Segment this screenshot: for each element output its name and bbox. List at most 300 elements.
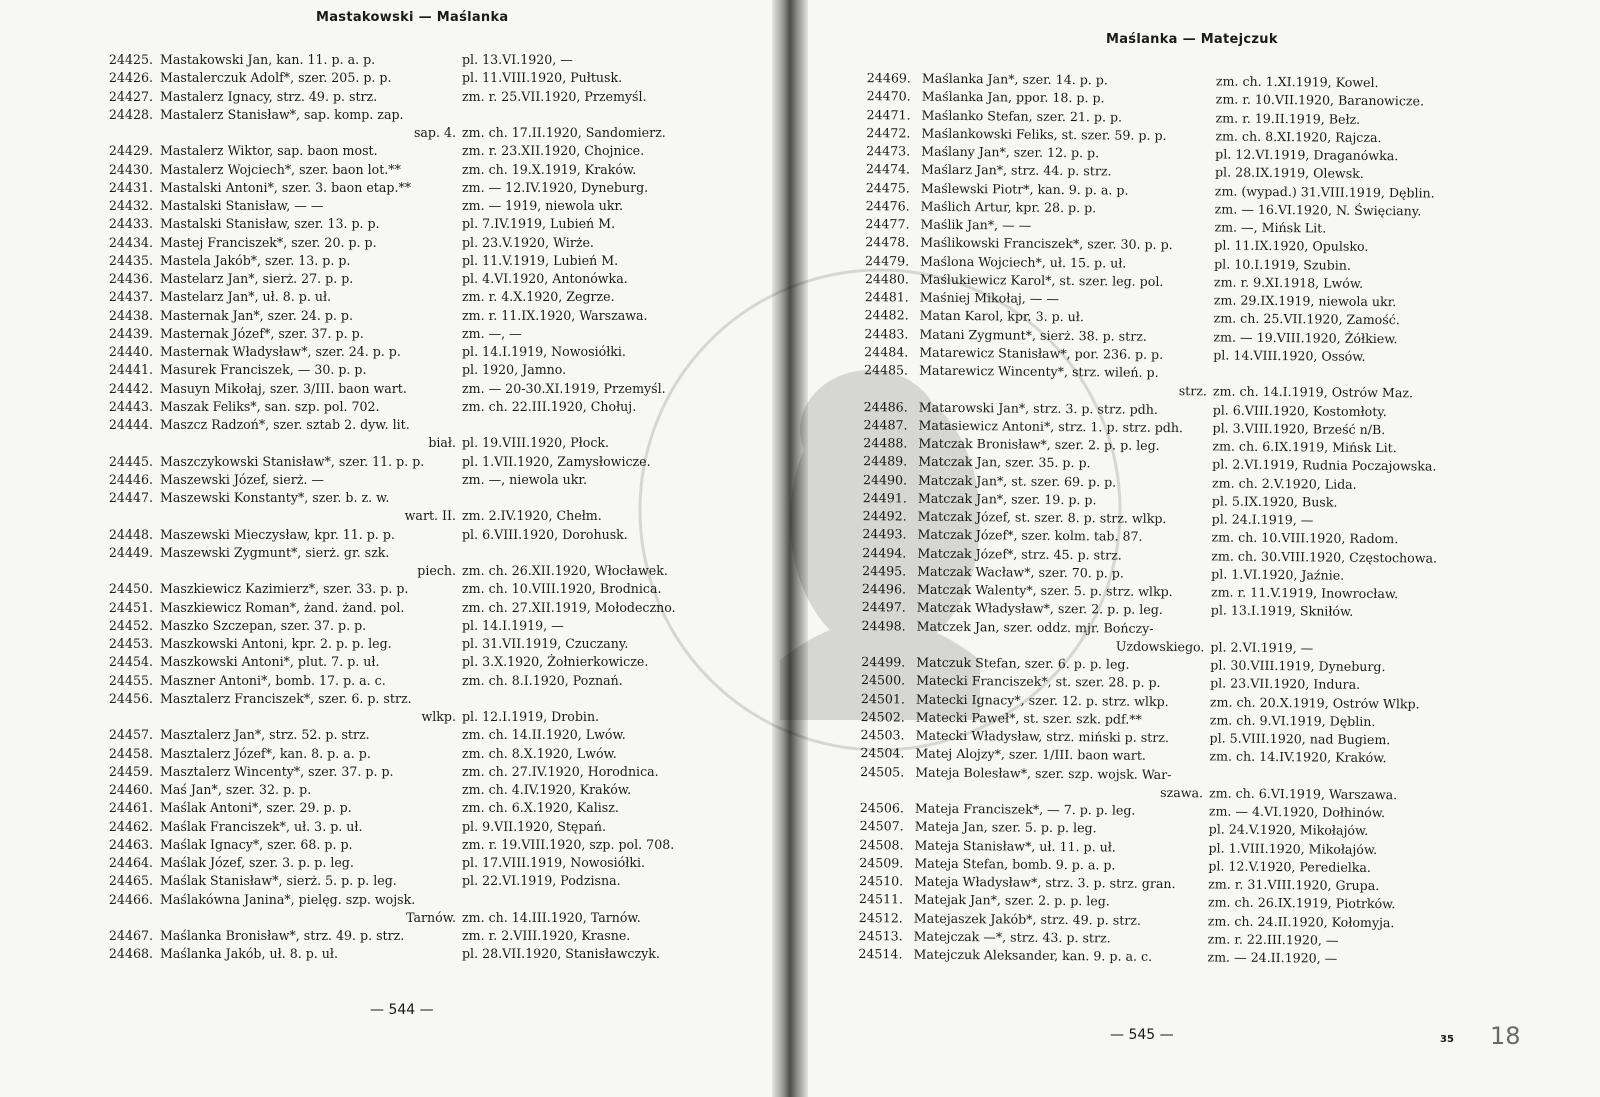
entry-name-unit: Maślona Wojciech*, uł. 15. p. uł. <box>920 253 1127 271</box>
left-entry-list <box>100 51 700 964</box>
entry-name-unit: Matczak Jan, szer. 35. p. p. <box>918 453 1091 471</box>
register-entry-continuation <box>100 562 700 580</box>
entry-name-continuation: piech. <box>417 563 456 578</box>
entry-name-unit: Mastalerz Wojciech*, szer. baon lot.** <box>160 161 401 177</box>
book-gutter <box>772 0 808 1097</box>
entry-fate: zm. ch. 2.V.1920, Lida. <box>1211 474 1357 492</box>
entry-name-unit: Maszkiewicz Roman*, żand. żand. pol. <box>160 599 405 615</box>
entry-number: 24485. <box>863 362 909 378</box>
entry-number: 24433. <box>108 216 153 232</box>
entry-number: 24489. <box>863 453 908 469</box>
entry-name-unit: Masternak Władysław*, szer. 24. p. p. <box>160 344 401 359</box>
register-entry <box>100 945 700 963</box>
entry-fate: zm. ch. 14.III.1920, Tarnów. <box>462 909 641 925</box>
register-entry-continuation <box>100 909 700 927</box>
entry-fate: zm. ch. 8.X.1920, Lwów. <box>462 745 617 761</box>
entry-name-unit: Matasiewicz Antoni*, strz. 1. p. strz. pdh. <box>918 417 1184 435</box>
entry-number: 24439. <box>108 325 153 341</box>
entry-name-unit: Mastalerz Ignacy, strz. 49. p. strz. <box>160 88 378 104</box>
entry-number: 24479. <box>865 252 910 268</box>
entry-fate: zm. r. 4.X.1920, Zegrze. <box>462 289 615 305</box>
handwritten-number: 18 <box>1490 1022 1521 1050</box>
sheet-number: 35 <box>1440 1034 1454 1045</box>
entry-fate: pl. 31.VII.1919, Czuczany. <box>462 636 629 651</box>
entry-number: 24494. <box>862 544 907 560</box>
entry-fate: zm. r. 22.III.1920, — <box>1207 931 1339 948</box>
entry-number: 24486. <box>863 398 908 414</box>
entry-fate: pl. 6.VIII.1920, Dorohusk. <box>462 526 628 542</box>
entry-name-unit: Matczak Walenty*, szer. 5. p. strz. wlkp. <box>916 581 1173 600</box>
entry-number: 24449. <box>108 544 153 560</box>
entry-fate: pl. 4.VI.1920, Antonówka. <box>462 271 628 286</box>
right-page-number: — 545 — <box>1110 1027 1174 1043</box>
entry-fate: pl. 12.I.1919, Drobin. <box>462 709 600 724</box>
entry-name-continuation: Tarnów. <box>406 909 456 925</box>
entry-fate: zm. r. 10.VII.1920, Baranowicze. <box>1215 91 1425 109</box>
entry-number: 24434. <box>108 234 153 250</box>
register-entry <box>100 635 700 653</box>
register-entry <box>100 416 700 434</box>
entry-number: 24437. <box>108 289 153 305</box>
register-entry <box>100 69 700 87</box>
entry-fate: pl. 11.IX.1920, Opulsko. <box>1214 237 1369 255</box>
entry-number: 24501. <box>860 690 906 706</box>
entry-name-unit: Maszewski Zygmunt*, sierż. gr. szk. <box>160 544 390 560</box>
entry-fate: zm. ch. 6.IX.1919, Mińsk Lit. <box>1212 438 1397 456</box>
entry-fate: zm. ch. 14.IV.1920, Kraków. <box>1209 748 1387 766</box>
entry-number: 24457. <box>108 727 153 743</box>
entry-number: 24504. <box>860 745 905 761</box>
entry-number: 24443. <box>108 398 153 414</box>
entry-fate: pl. 7.IV.1919, Lubień M. <box>462 216 616 232</box>
entry-name-unit: Maślukiewicz Karol*, st. szer. leg. pol. <box>919 271 1164 289</box>
entry-name-continuation: szawa. <box>1160 784 1204 801</box>
entry-name-unit: Maślik Jan*, — — <box>920 216 1032 233</box>
entry-fate: zm. ch. 6.VI.1919, Warszawa. <box>1208 785 1398 802</box>
entry-name-unit: Matecki Władysław, strz. miński p. strz. <box>915 727 1170 746</box>
entry-name-unit: Matczak Bronisław*, szer. 2. p. p. leg. <box>918 435 1160 453</box>
entry-fate: zm. ch. 22.III.1920, Chołuj. <box>462 398 637 414</box>
entry-fate: pl. 30.VIII.1919, Dyneburg. <box>1210 657 1386 675</box>
left-running-head: Mastakowski — Maślanka <box>316 10 509 25</box>
register-entry <box>100 380 700 398</box>
entry-fate: zm. — 24.II.1920, — <box>1207 949 1338 966</box>
entry-name-unit: Mastela Jakób*, szer. 13. p. p. <box>160 252 351 268</box>
entry-number: 24453. <box>108 636 153 651</box>
entry-number: 24447. <box>108 490 153 505</box>
entry-name-unit: Matczak Józef*, szer. kolm. tab. 87. <box>917 526 1143 545</box>
entry-name-unit: Maszko Szczepan, szer. 37. p. p. <box>160 617 367 633</box>
entry-number: 24425. <box>108 52 153 67</box>
entry-fate: zm. ch. 4.IV.1920, Kraków. <box>462 782 632 797</box>
entry-number: 24450. <box>108 581 153 597</box>
entry-number: 24496. <box>861 581 907 597</box>
register-entry <box>100 161 700 179</box>
entry-name-unit: Matczak Władysław*, szer. 2. p. p. leg. <box>916 599 1163 618</box>
entry-number: 24442. <box>108 380 153 396</box>
entry-number: 24478. <box>865 234 910 250</box>
entry-number: 24493. <box>862 526 907 542</box>
entry-number: 24438. <box>108 307 153 323</box>
entry-fate: zm. ch. 27.IV.1920, Horodnica. <box>462 763 659 779</box>
entry-fate: zm. — 16.VI.1920, N. Święciany. <box>1214 201 1422 219</box>
right-page <box>800 0 1600 1097</box>
entry-fate: zm. ch. 25.VII.1920, Zamość. <box>1213 310 1400 328</box>
register-entry <box>100 471 700 489</box>
register-entry <box>100 361 700 379</box>
register-entry <box>100 836 700 854</box>
entry-number: 24495. <box>862 562 907 579</box>
entry-fate: zm. ch. 6.X.1920, Kalisz. <box>462 800 619 816</box>
register-entry-continuation <box>100 708 700 726</box>
register-entry <box>100 489 700 507</box>
entry-number: 24482. <box>864 307 909 323</box>
entry-fate: zm. ch. 10.VIII.1920, Brodnica. <box>462 581 662 597</box>
entry-name-unit: Mateja Jan, szer. 5. p. p. leg. <box>914 818 1097 836</box>
entry-number: 24445. <box>108 453 153 469</box>
entry-fate: zm. ch. 10.VIII.1920, Radom. <box>1211 529 1399 547</box>
register-entry <box>100 398 700 416</box>
entry-name-unit: Matczuk Stefan, szer. 6. p. p. leg. <box>916 654 1130 672</box>
entry-number: 24469. <box>866 70 911 86</box>
register-entry <box>100 252 700 270</box>
entry-name-unit: Maszewski Konstanty*, szer. b. z. w. <box>160 490 390 505</box>
register-entry <box>100 690 700 708</box>
entry-number: 24460. <box>108 782 153 797</box>
entry-fate: pl. 1.VI.1920, Jaźnie. <box>1211 566 1345 583</box>
entry-fate: pl. 23.V.1920, Wirże. <box>462 234 594 250</box>
entry-name-continuation: strz. <box>1178 383 1207 399</box>
entry-number: 24440. <box>108 344 153 359</box>
entry-fate: zm. — 4.VI.1920, Dołhinów. <box>1208 803 1386 821</box>
entry-number: 24465. <box>108 873 153 889</box>
entry-fate: zm. —, — <box>462 325 522 341</box>
entry-number: 24466. <box>108 891 153 907</box>
entry-name-unit: Matecki Paweł*, st. szer. szk. pdf.** <box>915 709 1142 727</box>
entry-number: 24509. <box>859 854 904 871</box>
entry-number: 24512. <box>858 909 903 925</box>
entry-name-unit: Maszkowski Antoni, kpr. 2. p. p. leg. <box>160 636 392 651</box>
register-entry <box>100 763 700 781</box>
entry-number: 24474. <box>865 161 911 177</box>
entry-fate: zm. ch. 20.X.1919, Ostrów Wlkp. <box>1209 693 1420 711</box>
entry-fate: pl. 12.V.1920, Peredielka. <box>1208 858 1372 875</box>
entry-fate: zm. — 12.IV.1920, Dyneburg. <box>462 179 649 195</box>
entry-number: 24499. <box>861 654 906 670</box>
register-entry-continuation <box>100 124 700 142</box>
entry-name-unit: Masternak Józef*, szer. 37. p. p. <box>160 325 364 341</box>
entry-name-unit: Mastej Franciszek*, szer. 20. p. p. <box>160 234 377 250</box>
entry-number: 24441. <box>108 362 153 378</box>
entry-number: 24497. <box>861 599 906 615</box>
entry-fate: pl. 14.VIII.1920, Ossów. <box>1213 347 1366 364</box>
entry-name-unit: Masztalerz Wincenty*, szer. 37. p. p. <box>160 763 394 779</box>
entry-fate: zm. ch. 8.I.1920, Poznań. <box>462 672 623 688</box>
entry-name-unit: Mateja Franciszek*, — 7. p. p. leg. <box>914 800 1136 818</box>
entry-fate: zm. ch. 19.X.1919, Kraków. <box>462 161 637 177</box>
register-entry <box>100 726 700 744</box>
entry-number: 24502. <box>860 708 905 725</box>
register-entry <box>100 872 700 890</box>
entry-number: 24506. <box>859 800 904 816</box>
entry-fate: pl. 3.VIII.1920, Brześć n/B. <box>1212 420 1386 437</box>
register-entry <box>100 745 700 763</box>
entry-number: 24468. <box>108 946 153 962</box>
entry-number: 24462. <box>108 818 153 834</box>
entry-fate: zm. ch. 30.VIII.1920, Częstochowa. <box>1211 547 1438 566</box>
register-entry <box>100 927 700 945</box>
entry-number: 24471. <box>866 106 911 123</box>
entry-fate: zm. r. 19.VIII.1920, szp. pol. 708. <box>462 836 675 852</box>
entry-name-unit: Masztalerz Józef*, kan. 8. p. a. p. <box>160 745 371 761</box>
entry-number: 24475. <box>865 179 910 196</box>
entry-number: 24481. <box>864 289 909 305</box>
entry-number: 24510. <box>859 873 904 889</box>
entry-number: 24503. <box>860 727 905 743</box>
entry-fate: zm. r. 19.II.1919, Bełz. <box>1215 109 1361 127</box>
entry-fate: pl. 24.V.1920, Mikołajów. <box>1208 821 1369 839</box>
entry-fate: pl. 1920, Jamno. <box>462 362 567 378</box>
entry-name-unit: Maślanka Bronisław*, strz. 49. p. strz. <box>160 928 405 943</box>
entry-number: 24508. <box>859 836 904 852</box>
entry-number: 24459. <box>108 763 153 779</box>
entry-name-unit: Mastelarz Jan*, uł. 8. p. uł. <box>160 289 332 305</box>
entry-fate: zm. ch. 24.II.1920, Kołomyja. <box>1207 912 1395 930</box>
entry-name-unit: Maślak Józef, szer. 3. p. p. leg. <box>160 855 354 870</box>
register-entry <box>100 51 700 69</box>
entry-name-unit: Maślanko Stefan, szer. 21. p. p. <box>921 107 1123 125</box>
entry-name-unit: Maślakówna Janina*, pielęg. szp. wojsk. <box>160 891 416 907</box>
entry-fate: zm. r. 11.IX.1920, Warszawa. <box>462 307 648 323</box>
entry-name-unit: Maślankowski Feliks, st. szer. 59. p. p. <box>921 125 1167 143</box>
register-entry <box>100 854 700 872</box>
entry-name-unit: Matczak Józef, st. szer. 8. p. strz. wlkp. <box>917 508 1167 526</box>
entry-name-unit: Mastalerz Wiktor, sap. baon most. <box>160 143 378 159</box>
entry-number: 24429. <box>108 143 153 159</box>
entry-number: 24427. <box>108 88 153 104</box>
entry-number: 24476. <box>865 197 910 214</box>
entry-name-unit: Maszewski Mieczysław, kpr. 11. p. p. <box>160 526 395 542</box>
entry-fate: pl. 14.I.1919, Nowosiółki. <box>462 344 626 359</box>
entry-name-continuation: wlkp. <box>421 709 456 724</box>
register-entry <box>100 325 700 343</box>
entry-number: 24514. <box>858 946 903 962</box>
entry-name-unit: Matecki Ignacy*, szer. 12. p. strz. wlkp. <box>915 691 1169 709</box>
entry-number: 24436. <box>108 271 153 286</box>
entry-number: 24472. <box>866 124 911 141</box>
entry-name-unit: Masurek Franciszek, — 30. p. p. <box>160 362 367 378</box>
entry-fate: zm. ch. 27.XII.1919, Mołodeczno. <box>462 599 676 615</box>
entry-name-unit: Matejczuk Aleksander, kan. 9. p. a. c. <box>913 946 1153 964</box>
register-entry <box>100 215 700 233</box>
entry-name-unit: Maśniej Mikołaj, — — <box>919 289 1060 306</box>
entry-name-unit: Maślewski Piotr*, kan. 9. p. a. p. <box>920 180 1129 198</box>
register-entry <box>100 106 700 124</box>
entry-name-unit: Matczak Jan*, st. szer. 69. p. p. <box>917 472 1117 489</box>
left-page-number: — 544 — <box>370 1002 434 1018</box>
entry-number: 24446. <box>108 471 153 487</box>
entry-name-unit: Maślich Artur, kpr. 28. p. p. <box>920 198 1097 216</box>
entry-name-unit: Matarowski Jan*, strz. 3. p. strz. pdh. <box>918 399 1158 417</box>
entry-fate: zm. (wypad.) 31.VIII.1919, Dęblin. <box>1214 182 1435 201</box>
entry-name-unit: Mastalerczuk Adolf*, szer. 205. p. p. <box>160 70 392 86</box>
entry-fate: pl. 5.VIII.1920, nad Bugiem. <box>1209 730 1391 748</box>
entry-number: 24456. <box>108 690 153 706</box>
entry-name-unit: Maślarz Jan*, strz. 44. p. strz. <box>920 161 1112 179</box>
entry-number: 24455. <box>108 672 153 688</box>
entry-fate: pl. 1.VII.1920, Zamysłowicze. <box>462 453 651 469</box>
entry-fate: pl. 28.IX.1919, Olewsk. <box>1214 164 1364 182</box>
entry-name-unit: Maszak Feliks*, san. szp. pol. 702. <box>160 398 380 414</box>
register-entry <box>100 343 700 361</box>
register-entry <box>100 617 700 635</box>
entry-name-unit: Maszcz Radzoń*, szer. sztab 2. dyw. lit. <box>160 417 410 432</box>
entry-fate: pl. 22.VI.1919, Podzisna. <box>462 873 621 889</box>
entry-number: 24467. <box>108 928 153 943</box>
register-entry <box>100 234 700 252</box>
entry-name-unit: Maślanka Jakób, uł. 8. p. uł. <box>160 946 338 962</box>
entry-name-unit: Matejak Jan*, szer. 2. p. p. leg. <box>913 891 1110 909</box>
entry-fate: pl. 17.VIII.1919, Nowosiółki. <box>462 855 645 870</box>
register-entry <box>100 891 700 909</box>
entry-name-unit: Matejaszek Jakób*, strz. 49. p. strz. <box>913 910 1142 928</box>
entry-number: 24454. <box>108 654 153 670</box>
register-entry <box>100 197 700 215</box>
entry-number: 24435. <box>108 252 153 268</box>
right-running-head: Maślanka — Matejczuk <box>1106 32 1278 47</box>
entry-name-unit: Maślak Ignacy*, szer. 68. p. p. <box>160 836 353 852</box>
entry-fate: pl. 28.VII.1920, Stanisławczyk. <box>462 946 660 962</box>
entry-name-unit: Masztalerz Franciszek*, szer. 6. p. strz. <box>160 690 412 706</box>
register-entry <box>100 599 700 617</box>
entry-name-unit: Matczek Jan, szer. oddz. mjr. Bończy- <box>916 618 1154 636</box>
register-entry <box>100 653 700 671</box>
entry-name-unit: Maślak Franciszek*, uł. 3. p. uł. <box>160 818 363 834</box>
entry-number: 24451. <box>108 599 153 615</box>
entry-fate: zm. r. 9.XI.1918, Lwów. <box>1213 274 1364 291</box>
entry-name-unit: Mastalerz Stanisław*, sap. komp. zap. <box>160 106 404 122</box>
entry-name-unit: Mateja Władysław*, strz. 3. p. strz. gran. <box>914 873 1176 892</box>
entry-fate: zm. ch. 26.XII.1920, Włocławek. <box>462 563 668 578</box>
entry-name-unit: Matarewicz Wincenty*, strz. wileń. p. <box>919 362 1159 380</box>
entry-fate: zm. 2.IV.1920, Chełm. <box>462 508 602 524</box>
register-entry <box>100 672 700 690</box>
entry-name-unit: Matejczak —*, strz. 43. p. strz. <box>913 928 1111 946</box>
entry-number: 24448. <box>108 526 153 542</box>
entry-number: 24505. <box>860 763 905 779</box>
entry-name-unit: Masternak Jan*, szer. 24. p. p. <box>160 307 353 323</box>
entry-number: 24452. <box>108 617 153 633</box>
register-entry <box>100 453 700 471</box>
entry-name-unit: Maślanka Jan*, szer. 14. p. p. <box>921 70 1108 88</box>
entry-name-unit: Maślak Antoni*, szer. 29. p. p. <box>160 800 352 816</box>
entry-fate: zm. ch. 26.IX.1919, Piotrków. <box>1207 894 1396 912</box>
entry-name-unit: Maszner Antoni*, bomb. 17. p. a. c. <box>160 672 386 688</box>
entry-name-unit: Matczak Józef*, strz. 45. p. strz. <box>917 545 1122 563</box>
entry-name-unit: Matczak Jan*, szer. 19. p. p. <box>917 490 1097 508</box>
entry-number: 24432. <box>108 198 153 213</box>
entry-name-unit: Mateja Stanisław*, uł. 11. p. uł. <box>914 837 1116 855</box>
entry-number: 24480. <box>864 270 910 287</box>
entry-name-unit: Matani Zygmunt*, sierż. 38. p. strz. <box>919 326 1147 344</box>
register-entry <box>100 179 700 197</box>
entry-fate: zm. r. 25.VII.1920, Przemyśl. <box>462 88 647 104</box>
entry-name-unit: Matczak Wacław*, szer. 70. p. p. <box>917 563 1124 581</box>
entry-fate: zm. — 20-30.XI.1919, Przemyśl. <box>462 380 666 396</box>
entry-number: 24461. <box>108 800 153 816</box>
entry-fate: zm. —, Mińsk Lit. <box>1214 219 1327 236</box>
entry-name-unit: Maszkowski Antoni*, plut. 7. p. uł. <box>160 654 380 670</box>
entry-name-unit: Maślanka Jan, ppor. 18. p. p. <box>921 88 1105 106</box>
entry-number: 24492. <box>862 508 907 524</box>
entry-number: 24464. <box>108 855 153 870</box>
entry-fate: pl. 10.I.1919, Szubin. <box>1214 255 1351 273</box>
entry-name-unit: Masztalerz Jan*, strz. 52. p. strz. <box>160 727 370 743</box>
entry-fate: pl. 13.I.1919, Skniłów. <box>1210 602 1354 620</box>
left-page <box>0 0 790 1097</box>
register-entry <box>100 142 700 160</box>
entry-fate: pl. 14.I.1919, — <box>462 617 564 633</box>
entry-fate: zm. r. 11.V.1919, Inowrocław. <box>1210 584 1399 602</box>
entry-name-unit: Maszewski Józef, sierż. — <box>160 471 324 487</box>
entry-number: 24488. <box>863 435 908 451</box>
entry-name-unit: Mastalski Stanisław, — — <box>160 198 324 213</box>
entry-name-unit: Maszczykowski Stanisław*, szer. 11. p. p. <box>160 453 425 469</box>
entry-number: 24444. <box>108 417 153 432</box>
entry-fate: zm. — 19.VIII.1920, Żółkiew. <box>1213 328 1398 346</box>
entry-number: 24458. <box>108 745 153 761</box>
entry-name-continuation: biał. <box>428 435 456 451</box>
entry-fate: zm. ch. 14.I.1919, Ostrów Maz. <box>1212 383 1414 401</box>
entry-fate: pl. 5.IX.1920, Busk. <box>1211 493 1338 510</box>
register-entry <box>100 781 700 799</box>
entry-number: 24507. <box>859 818 904 834</box>
entry-number: 24513. <box>858 927 903 944</box>
entry-fate: pl. 13.VI.1920, — <box>462 52 573 67</box>
register-entry <box>100 580 700 598</box>
entry-fate: pl. 23.VII.1920, Indura. <box>1210 675 1361 693</box>
entry-fate: zm. 29.IX.1919, niewola ukr. <box>1213 292 1397 310</box>
register-entry-continuation <box>100 507 700 525</box>
entry-fate: pl. 9.VII.1920, Stępań. <box>462 818 607 834</box>
entry-fate: zm. — 1919, niewola ukr. <box>462 198 624 213</box>
entry-fate: pl. 6.VIII.1920, Kostomłoty. <box>1212 401 1387 419</box>
entry-number: 24484. <box>864 343 909 360</box>
entry-number: 24477. <box>865 216 910 232</box>
entry-fate: pl. 2.VI.1919, — <box>1210 639 1314 656</box>
entry-name-unit: Matej Alojzy*, szer. 1/III. baon wart. <box>915 745 1147 764</box>
register-entry <box>100 799 700 817</box>
entry-name-unit: Maślikowski Franciszek*, szer. 30. p. p. <box>920 234 1173 253</box>
entry-fate: pl. 19.VIII.1920, Płock. <box>462 435 610 451</box>
entry-fate: zm. r. 31.VIII.1920, Grupa. <box>1208 876 1380 894</box>
entry-number: 24463. <box>108 836 153 852</box>
entry-number: 24487. <box>863 416 908 433</box>
entry-fate: zm. ch. 14.II.1920, Lwów. <box>462 727 626 743</box>
register-entry <box>100 88 700 106</box>
entry-name-unit: Maślak Stanisław*, sierż. 5. p. p. leg. <box>160 873 397 889</box>
entry-name-unit: Maślany Jan*, szer. 12. p. p. <box>921 143 1100 161</box>
entry-number: 24470. <box>866 88 911 104</box>
entry-name-unit: Maś Jan*, szer. 32. p. p. <box>160 782 312 797</box>
entry-number: 24431. <box>108 179 153 195</box>
register-entry <box>100 307 700 325</box>
register-entry <box>100 526 700 544</box>
right-entry-list <box>849 69 1518 970</box>
entry-number: 24483. <box>864 325 909 341</box>
entry-name-continuation: Uzdowskiego. <box>1115 638 1205 655</box>
entry-name-unit: Mateja Stefan, bomb. 9. p. a. p. <box>914 855 1116 873</box>
